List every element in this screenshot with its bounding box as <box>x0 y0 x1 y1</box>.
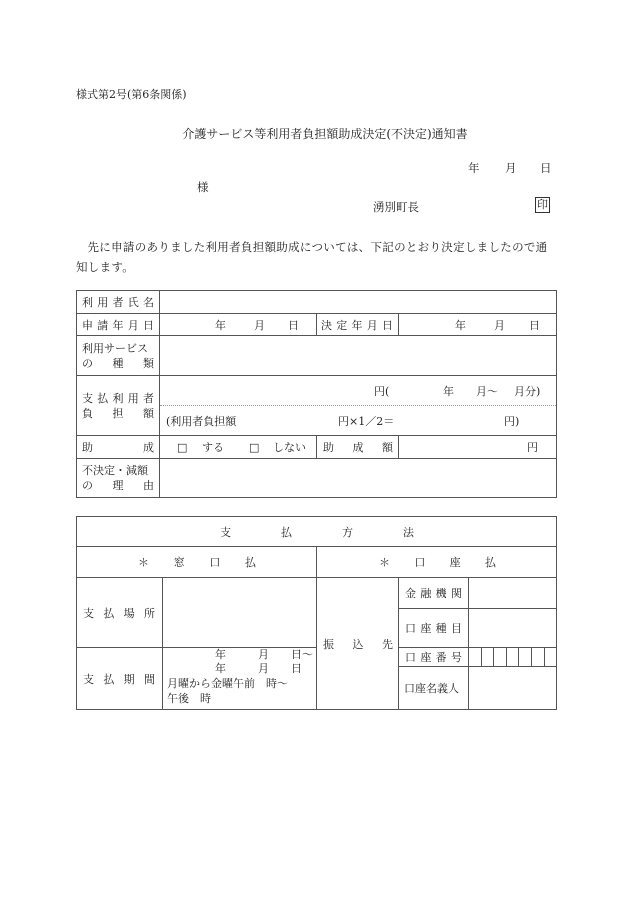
table-border <box>76 516 77 710</box>
char: 先 <box>382 637 393 651</box>
char: 関 <box>450 587 462 600</box>
table-border <box>556 290 557 498</box>
char: 場 <box>123 606 135 620</box>
char: 払 <box>244 556 256 569</box>
table-border <box>316 435 317 458</box>
char: 座 <box>449 556 461 569</box>
day-unit: 日 <box>291 662 302 675</box>
char: 助 <box>82 441 93 454</box>
char: 助 <box>323 441 334 454</box>
char: 成 <box>352 441 364 454</box>
user-name-field[interactable] <box>160 291 556 313</box>
char: 氏 <box>127 296 139 309</box>
header-date-day: 日 <box>540 161 552 175</box>
char: 間 <box>143 672 155 686</box>
char: 者 <box>143 391 154 405</box>
label-line: 不決定・減額 <box>82 464 148 477</box>
subsidy-options <box>160 436 316 458</box>
asterisk-mark: ＊ <box>138 556 149 569</box>
subsidy-no-checkbox[interactable]: □ <box>249 440 260 454</box>
char: 口 <box>209 556 221 569</box>
char: 払 <box>103 672 115 686</box>
month-unit: 月 <box>494 318 505 332</box>
char: 機 <box>435 587 447 600</box>
char: 支 <box>83 606 94 620</box>
intro-paragraph: 先に申請のありました利用者負担額助成については、下記のとおり決定しましたので通知します。 <box>76 240 548 274</box>
month-to: 月分) <box>514 384 541 398</box>
char: 込 <box>352 637 364 651</box>
char: 額 <box>143 406 154 420</box>
char: 号 <box>450 651 462 664</box>
label-line <box>82 406 154 421</box>
char: 者 <box>112 296 124 309</box>
account-number-field[interactable] <box>469 648 556 666</box>
char: 口 <box>405 622 416 635</box>
account-holder-field[interactable] <box>469 667 556 709</box>
payment-period-label <box>83 648 155 709</box>
account-holder-label: 口座名義人 <box>404 682 459 695</box>
subsidy-yes-checkbox[interactable]: □ <box>177 440 188 454</box>
char: の <box>82 356 93 370</box>
asterisk-mark: ＊ <box>379 556 390 569</box>
char: 月 <box>127 318 139 332</box>
subsidy-label <box>82 436 154 458</box>
char: 座 <box>420 651 432 664</box>
table-border <box>316 546 317 710</box>
subsidy-yes-label: する <box>202 441 224 454</box>
month-unit: 月 <box>258 662 269 675</box>
year-unit: 年 <box>215 648 226 661</box>
subsidy-no-label: しない <box>273 441 306 454</box>
char: 所 <box>143 606 155 620</box>
payment-amount-label <box>82 376 154 435</box>
payment-method-title <box>220 517 414 546</box>
char: 理 <box>112 479 124 492</box>
application-date-label <box>82 314 154 335</box>
table-border <box>398 577 399 710</box>
char: 口 <box>414 556 426 569</box>
char: 振 <box>323 637 334 651</box>
char: 方 <box>342 525 353 539</box>
char: 請 <box>97 318 109 332</box>
char: 用 <box>127 391 139 405</box>
char: 名 <box>143 296 154 309</box>
bank-label <box>405 578 462 608</box>
char: 由 <box>143 479 154 492</box>
char: 定 <box>336 318 348 332</box>
subsidy-amount-field[interactable] <box>399 436 556 458</box>
decision-date-field[interactable] <box>399 314 556 335</box>
char: 口 <box>405 651 416 664</box>
recipient-honorific: 様 <box>197 180 209 194</box>
payment-amount-field[interactable] <box>160 376 556 405</box>
account-number-label <box>405 648 462 666</box>
year-unit: 年 <box>443 384 454 398</box>
application-date-field[interactable] <box>160 314 316 335</box>
char: 融 <box>420 587 432 600</box>
issuer-name: 湧別町長 <box>373 200 419 214</box>
char: 窓 <box>173 556 185 569</box>
year-unit: 年 <box>215 318 226 332</box>
account-type-field[interactable] <box>469 609 556 647</box>
account-type-label <box>405 609 462 647</box>
char: 担 <box>112 406 124 420</box>
burden-suffix: 円) <box>504 414 520 428</box>
label-line <box>82 356 154 371</box>
day-unit: 日 <box>288 318 299 332</box>
char: 用 <box>97 296 109 309</box>
char: 負 <box>82 406 93 420</box>
char: 払 <box>281 525 292 539</box>
char: 種 <box>112 356 124 370</box>
user-burden-calc-field[interactable] <box>160 406 556 435</box>
char: 払 <box>97 391 109 405</box>
year-unit: 年 <box>215 662 226 675</box>
day-unit: 日〜 <box>291 648 313 661</box>
char: 支 <box>83 672 94 686</box>
label-line: 利用サービス <box>82 341 148 355</box>
char: 利 <box>112 391 124 405</box>
char: 法 <box>403 525 414 539</box>
day-unit: 日 <box>529 318 540 332</box>
subsidy-amount-label <box>323 436 393 458</box>
char: 期 <box>123 672 135 686</box>
table-border <box>76 497 557 498</box>
char: 日 <box>382 318 393 332</box>
char: 年 <box>351 318 363 332</box>
char: 額 <box>382 441 393 454</box>
yen-unit: 円( <box>374 384 390 398</box>
char: 座 <box>420 622 432 635</box>
service-type-label <box>82 336 154 375</box>
counter-payment-heading <box>138 547 256 577</box>
user-name-label <box>82 291 154 313</box>
char: 月 <box>366 318 378 332</box>
month-unit: 月 <box>254 318 265 332</box>
service-type-field[interactable] <box>160 336 556 375</box>
char: 支 <box>82 391 93 405</box>
form-number: 様式第2号(第6条関係) <box>76 88 187 101</box>
table-border <box>556 516 557 710</box>
month-from: 月〜 <box>476 384 498 398</box>
char: 利 <box>82 296 93 309</box>
bank-field[interactable] <box>469 578 556 608</box>
document-title: 介護サービス等利用者負担額助成決定(不決定)通知書 <box>182 127 468 141</box>
reason-label <box>82 459 154 497</box>
table-border <box>76 290 77 498</box>
char: 決 <box>321 318 332 332</box>
char: の <box>82 479 93 492</box>
char: 類 <box>143 356 154 370</box>
header-date-month: 月 <box>505 161 517 175</box>
reason-field[interactable] <box>160 459 556 497</box>
account-payment-heading <box>379 547 496 577</box>
burden-formula: 円×1／2＝ <box>338 414 395 428</box>
month-unit: 月 <box>258 648 269 661</box>
yen-unit: 円 <box>527 441 538 454</box>
transfer-destination-label <box>323 578 393 709</box>
char: 払 <box>103 606 115 620</box>
char: 金 <box>405 587 416 600</box>
char: 番 <box>435 651 447 664</box>
char: 成 <box>143 441 154 454</box>
char: 支 <box>220 525 231 539</box>
burden-prefix: (利用者負担額 <box>166 414 237 428</box>
header-date-year: 年 <box>468 161 480 175</box>
decision-date-label <box>321 314 393 335</box>
weekday-hours: 月曜から金曜午前 時〜 <box>167 677 288 690</box>
year-unit: 年 <box>455 318 466 332</box>
char: 種 <box>435 622 447 635</box>
char: 目 <box>450 622 462 635</box>
label-line <box>82 391 154 406</box>
payment-place-field[interactable] <box>163 578 316 647</box>
label-line <box>82 478 154 493</box>
payment-place-label <box>83 578 155 647</box>
char: 年 <box>112 318 124 332</box>
char: 申 <box>82 318 93 332</box>
seal-mark: 印 <box>537 198 548 211</box>
char: 払 <box>484 556 496 569</box>
afternoon-hours: 午後 時 <box>167 692 211 705</box>
table-border <box>316 313 317 335</box>
char: 日 <box>143 318 154 332</box>
payment-period-field[interactable] <box>163 648 316 709</box>
